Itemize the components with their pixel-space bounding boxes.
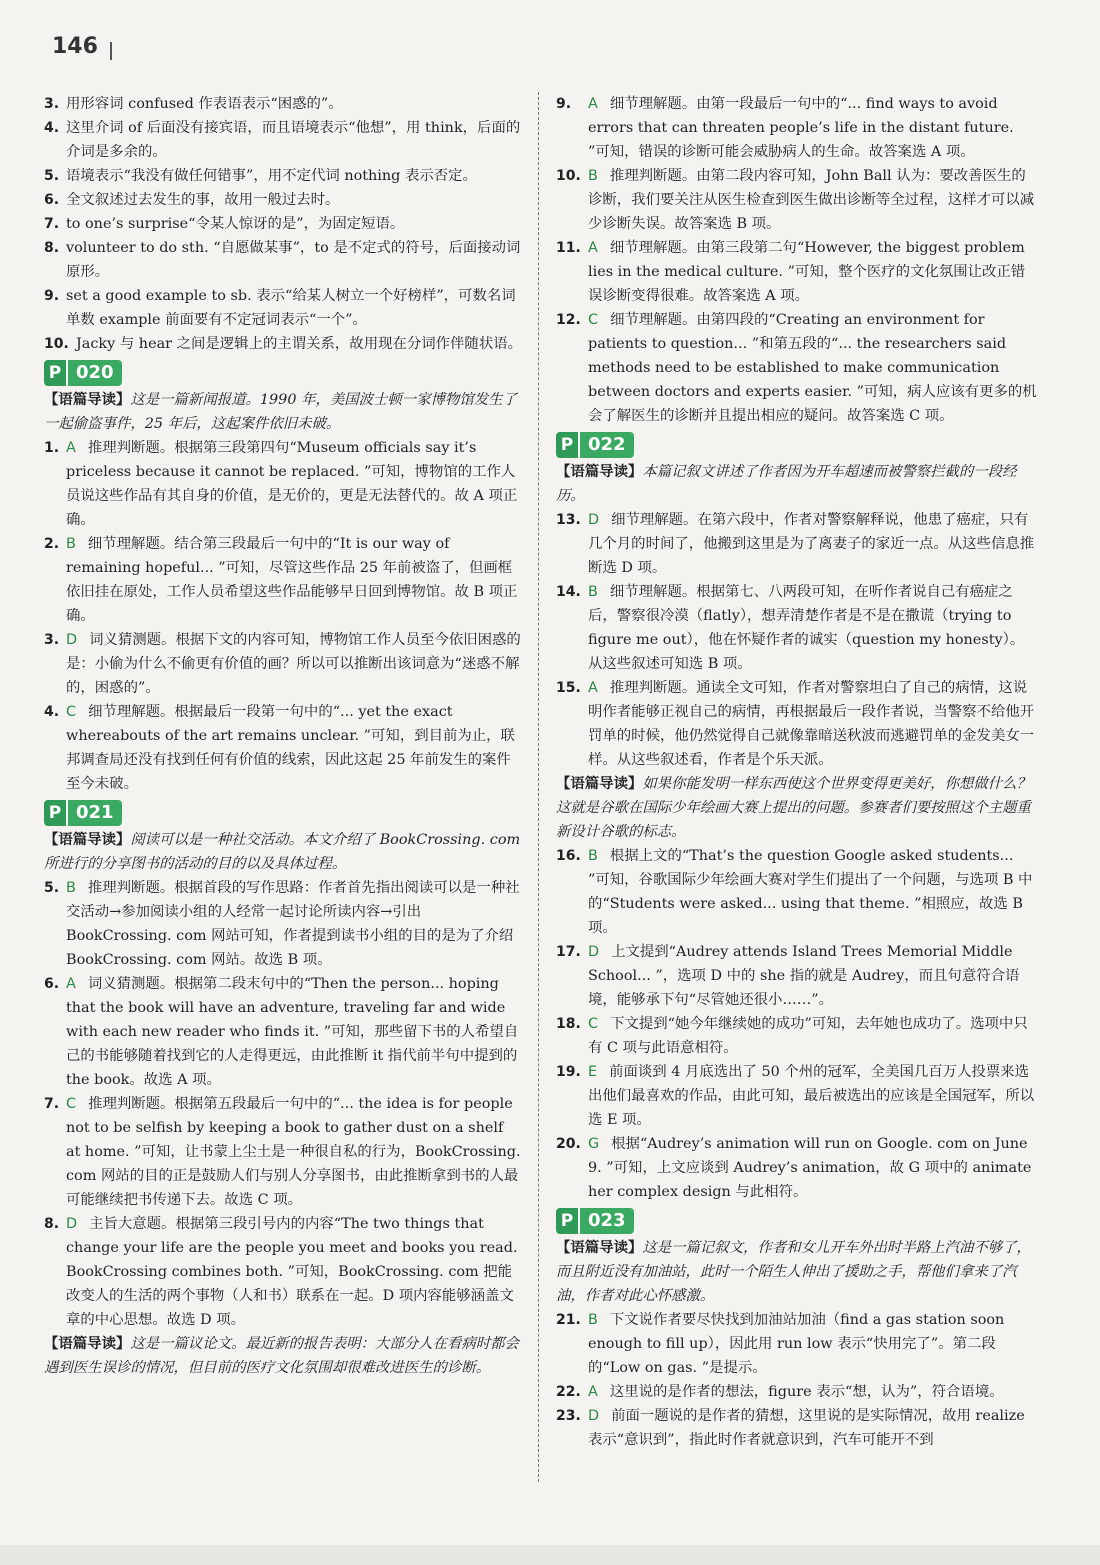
answer-item [44,532,522,628]
answer-letter: A [66,440,76,456]
item-number: 13. [556,512,581,528]
item-text: 细节理解题。由第三段第二句“However, the biggest problem lies in the medical culture. ”可知，整个医疗的文化氛围让改正错误诊断变得很难。故答案选 A 项。 [588,240,1026,304]
item-number: 14. [556,584,581,600]
answer-list-top [44,92,522,356]
answer-item [556,308,1038,428]
answer-item [44,164,522,188]
answer-item [556,92,1038,164]
reading-guide [556,460,1038,508]
item-number: 22. [556,1384,581,1400]
item-text: 下文说作者要尽快找到加油站加油（find a gas station soon enough to fill up），因此用 run low 表示“快用完了”。第二段的“Low on gas. ”是提示。 [588,1312,1005,1376]
passage-badge-020 [44,360,122,386]
item-text: 细节理解题。由第一段最后一句中的“... find ways to avoid errors that can threaten people’s life in the distant future. ”可知，错误的诊断可能会威胁病人的生命。故答案选 A 项。 [588,96,1014,160]
item-text: 前面一题说的是作者的猜想，这里说的是实际情况，故用 realize 表示“意识到”，指此时作者就意识到，汽车可能开不到 [588,1408,1025,1448]
item-text: 主旨大意题。根据第三段引号内的内容“The two things that change your life are the people you meet and books you read. BookCrossing combines both. ”可知，BookCrossing. com 把能改变人的生活的两个事物（人和书）联系在一起。D 项内容能够涵盖文章的中心思想。故选 D 项。 [66,1216,518,1328]
reading-guide [44,1332,522,1380]
answer-item [44,876,522,972]
item-number: 6. [44,976,60,992]
guide-label: 【语篇导读】 [44,832,131,848]
badge-number: 020 [68,360,122,386]
reading-guide [44,828,522,876]
item-text: 根据“Audrey’s animation will run on Google. com on June 9. ”可知，上文应谈到 Audrey’s animation，故 G 项中的 animate her complex design 与此相符。 [588,1136,1032,1200]
item-number: 20. [556,1136,581,1152]
item-text: 上文提到“Audrey attends Island Trees Memorial Middle School... ”，选项 D 中的 she 指的就是 Audrey，而且句意符合语境，能够承下句“尽管她还很小……”。 [588,944,1020,1008]
badge-letter: P [44,360,66,386]
item-text: volunteer to do sth. “自愿做某事”，to 是不定式的符号，后面接动词原形。 [66,240,521,280]
guide-label: 【语篇导读】 [556,776,643,792]
item-number: 7. [44,1096,60,1112]
item-number: 16. [556,848,581,864]
item-text: 词义猜测题。根据第二段末句中的“Then the person... hoping that the book will have an adventure, traveling far and wide with each new reader who finds it. ”可知，那些留下书的人希望自己的书能够随着找到它的人走得更远，由此推断 it 指代前半句中提到的 the book。故选 A 项。 [66,976,519,1088]
answer-letter: B [588,848,598,864]
passage-badge-022 [556,432,634,458]
item-number: 7. [44,216,60,232]
answer-letter: B [588,168,598,184]
answer-item [556,1380,1038,1404]
reading-guide [556,772,1038,844]
guide-text: 这是一篇新闻报道。1990 年，美国波士顿一家博物馆发生了一起偷盗事件，25 年后，这起案件依旧未破。 [44,392,517,432]
item-number: 17. [556,944,581,960]
answer-letter: A [588,1384,598,1400]
guide-text: 如果你能发明一样东西使这个世界变得更美好，你想做什么？这就是谷歌在国际少年绘画大赛上提出的问题。参赛者们要按照这个主题重新设计谷歌的标志。 [556,776,1031,840]
answer-letter: D [588,512,600,528]
answer-item [556,508,1038,580]
item-text: 细节理解题。根据第七、八两段可知，在听作者说自己有癌症之后，警察很冷漠（flatly），想弄清楚作者是不是在撒谎（trying to figure me out），他在怀疑作者的诚实（question my honesty）。从这些叙述可知选 B 项。 [588,584,1025,672]
item-text: 推理判断题。根据第五段最后一句中的“... the idea is for people not to be selfish by keeping a book to gather dust on a shelf at home. ”可知，让书蒙上尘土是一种很自私的行为，BookCrossing. com 网站的目的正是鼓励人们与别人分享图书，由此推断拿到书的人最可能继续把书传递下去。故选 C 项。 [66,1096,521,1208]
item-text: 推理判断题。根据首段的写作思路：作者首先指出阅读可以是一种社交活动→参加阅读小组的人经常一起讨论所读内容→引出 BookCrossing. com 网站可知，作者提到读书小组的目的是为了介绍 BookCrossing. com 网站。故选 B 项。 [66,880,520,968]
guide-text: 阅读可以是一种社交活动。本文介绍了 BookCrossing. com 所进行的分享图书的活动的目的以及具体过程。 [44,832,521,872]
answer-letter: A [588,240,598,256]
answer-item [44,236,522,284]
answer-letter: A [588,96,598,112]
item-text: 根据上文的“That’s the question Google asked students... ”可知，谷歌国际少年绘画大赛对学生们提出了一个问题，与选项 B 中的“Students were asked... using that theme. ”相照应，故选 B 项。 [588,848,1033,936]
item-text: 这里说的是作者的想法，figure 表示“想，认为”，符合语境。 [609,1384,1004,1400]
item-text: 细节理解题。由第四段的“Creating an environment for patients to question... ”和第五段的“... the researchers said methods need to be established to make communication between doctors and experts easier. ”可知，病人应该有更多的机会了解医生的诊断并且提出相应的疑问。故答案选 C 项。 [588,312,1037,424]
item-text: 细节理解题。结合第三段最后一句中的“It is our way of remaining hopeful... ”可知，尽管这些作品 25 年前被盗了，但画框依旧挂在原处，工作人员希望这些作品能够早日回到博物馆。故 B 项正确。 [66,536,518,624]
item-number: 4. [44,704,60,720]
answer-item [44,700,522,796]
item-number: 2. [44,536,60,552]
answer-letter: D [66,1216,78,1232]
answer-item [556,236,1038,308]
answer-letter: C [588,1016,599,1032]
passage-badge-023 [556,1208,634,1234]
answer-item [556,940,1038,1012]
answer-letter: B [588,1312,598,1328]
badge-number: 023 [580,1208,634,1234]
item-text: 推理判断题。通读全文可知，作者对警察坦白了自己的病情，这说明作者能够正视自己的病情，再根据最后一段作者说，当警察不给他开罚单的时候，他仍然觉得自己就像靠暗送秋波而逃避罚单的金发美女一样。从这些叙述看，作者是个乐天派。 [588,680,1035,768]
answer-item [556,1060,1038,1132]
item-number: 9. [556,96,572,112]
item-text: 这里介词 of 后面没有接宾语，而且语境表示“他想”，用 think，后面的介词是多余的。 [66,120,521,160]
answer-letter: G [588,1136,600,1152]
answer-letter: B [588,584,598,600]
badge-letter: P [556,1208,578,1234]
reading-guide [556,1236,1038,1308]
answer-item [556,1012,1038,1060]
item-number: 8. [44,240,60,256]
answer-letter: C [66,1096,77,1112]
item-number: 10. [556,168,581,184]
answer-item [556,1308,1038,1380]
item-number: 11. [556,240,581,256]
column-divider [538,92,539,1482]
answer-item [44,972,522,1092]
item-text: 细节理解题。根据最后一段第一句中的“... yet the exact whereabouts of the art remains unclear. ”可知，到目前为止，联邦调查局还没有找到任何有价值的线索，因此这起 25 年前发生的案件至今未破。 [66,704,515,792]
answer-letter: C [588,312,599,328]
answer-letter: A [588,680,598,696]
item-text: 词义猜测题。根据下文的内容可知，博物馆工作人员至今依旧困惑的是：小偷为什么不偷更有价值的画？所以可以推断出该词意为“迷惑不解的，困惑的”。 [66,632,521,696]
guide-label: 【语篇导读】 [556,1240,643,1256]
page-number: 146 [52,34,98,59]
item-number: 6. [44,192,60,208]
reading-guide [44,388,522,436]
item-number: 8. [44,1216,60,1232]
item-text: 推理判断题。由第二段内容可知，John Ball 认为：要改善医生的诊断，我们要关注从医生检查到医生做出诊断等全过程，这样才可以减少诊断失误。故答案选 B 项。 [588,168,1035,232]
guide-label: 【语篇导读】 [556,464,643,480]
answer-item [556,844,1038,940]
item-number: 1. [44,440,60,456]
answer-item [44,284,522,332]
answer-item [556,164,1038,236]
answer-letter: D [66,632,78,648]
answer-item [44,628,522,700]
badge-number: 021 [68,800,122,826]
item-text: 下文提到“她今年继续她的成功”可知，去年她也成功了。选项中只有 C 项与此语意相符。 [588,1016,1028,1056]
item-number: 3. [44,96,60,112]
item-text: 用形容词 confused 作表语表示“困惑的”。 [66,96,343,112]
item-number: 15. [556,680,581,696]
item-text: Jacky 与 hear 之间是逻辑上的主谓关系，故用现在分词作伴随状语。 [76,336,522,352]
answer-item [44,188,522,212]
answer-letter: C [66,704,77,720]
answer-item [44,92,522,116]
item-number: 19. [556,1064,581,1080]
guide-text: 本篇记叙文讲述了作者因为开车超速而被警察拦截的一段经历。 [556,464,1017,504]
page-number-divider [110,42,112,60]
item-text: 全文叙述过去发生的事，故用一般过去时。 [66,192,340,208]
page-bottom-edge [0,1545,1100,1565]
left-column [44,92,522,1492]
item-number: 18. [556,1016,581,1032]
item-number: 5. [44,880,60,896]
answer-letter: B [66,536,76,552]
item-number: 4. [44,120,60,136]
item-number: 23. [556,1408,581,1424]
item-number: 10. [44,336,69,352]
answer-item [44,1092,522,1212]
answer-letter: B [66,880,76,896]
item-text: to one’s surprise“令某人惊讶的是”，为固定短语。 [66,216,405,232]
item-text: set a good example to sb. 表示“给某人树立一个好榜样”，可数名词单数 example 前面要有不定冠词表示“一个”。 [66,288,516,328]
answer-item [44,1212,522,1332]
badge-letter: P [44,800,66,826]
guide-text: 这是一篇议论文。最近新的报告表明：大部分人在看病时都会遇到医生误诊的情况，但目前的医疗文化氛围却很难改进医生的诊断。 [44,1336,519,1376]
answer-letter: A [66,976,76,992]
item-number: 5. [44,168,60,184]
answer-item [44,116,522,164]
answer-letter: D [588,1408,600,1424]
item-number: 21. [556,1312,581,1328]
badge-number: 022 [580,432,634,458]
right-column [556,92,1038,1492]
item-text: 前面谈到 4 月底选出了 50 个州的冠军，全美国几百万人投票来选出他们最喜欢的作品，由此可知，最后被选出的应该是全国冠军，所以选 E 项。 [588,1064,1035,1128]
guide-text: 这是一篇记叙文，作者和女儿开车外出时半路上汽油不够了，而且附近没有加油站，此时一个陌生人伸出了援助之手，帮他们拿来了汽油，作者对此心怀感激。 [556,1240,1031,1304]
answer-item [556,1132,1038,1204]
answer-letter: D [588,944,600,960]
answer-item [556,676,1038,772]
guide-label: 【语篇导读】 [44,1336,131,1352]
item-number: 3. [44,632,60,648]
answer-item [556,1404,1038,1452]
answer-item [44,332,522,356]
guide-label: 【语篇导读】 [44,392,131,408]
item-number: 12. [556,312,581,328]
answer-letter: E [588,1064,598,1080]
item-text: 细节理解题。在第六段中，作者对警察解释说，他患了癌症，只有几个月的时间了，他搬到这里是为了离妻子的家近一点。从这些信息推断选 D 项。 [588,512,1035,576]
badge-letter: P [556,432,578,458]
answer-item [44,436,522,532]
answer-item [556,580,1038,676]
item-text: 推理判断题。根据第三段第四句“Museum officials say it’s priceless because it cannot be replaced. ”可知，博物馆的工作人员说这些作品有其自身的价值，是无价的，更是无法替代的。故 A 项正确。 [66,440,518,528]
item-number: 9. [44,288,60,304]
item-text: 语境表示“我没有做任何错事”，用不定代词 nothing 表示否定。 [66,168,477,184]
answer-item [44,212,522,236]
passage-badge-021 [44,800,122,826]
